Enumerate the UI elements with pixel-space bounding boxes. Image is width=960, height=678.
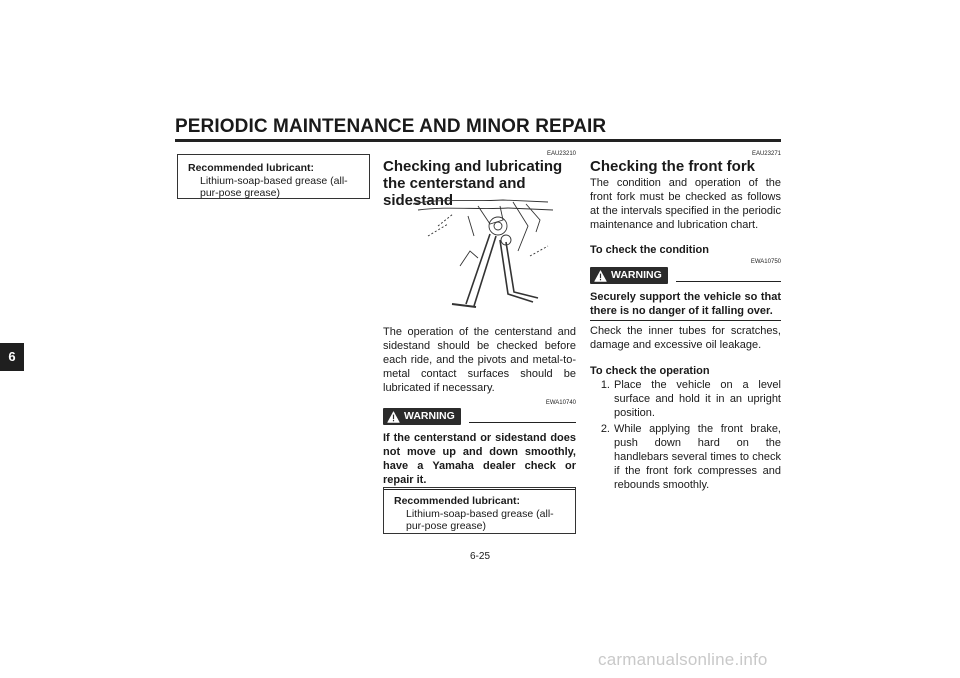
warning-underline (676, 281, 781, 282)
step-item (590, 422, 781, 492)
lubricant-value: Lithium-soap-based grease (all-pur-pose grease) (200, 174, 348, 199)
warning-header (590, 267, 781, 284)
step-text: Place the vehicle on a level surface and hold it in an upright position. (614, 379, 781, 419)
front-fork-section (590, 151, 781, 492)
lubricant-label: Recommended lubricant: (394, 495, 521, 507)
section-code: EAU23210 (546, 151, 576, 157)
lubricant-label: Recommended lubricant: (188, 162, 315, 174)
condition-heading: To check the condition (590, 244, 709, 256)
section-code: EAU23271 (751, 151, 781, 157)
centerstand-paragraph: The operation of the centerstand and sidestand should be checked before each ride, and the pivots and metal-to-metal contact surfaces should be lubricated if necessary. (383, 326, 576, 394)
lubricant-value: Lithium-soap-based grease (all-pur-pose grease) (406, 507, 554, 532)
warning-text: Securely support the vehicle so that there is no danger of it falling over. (590, 291, 781, 317)
page-header-title: PERIODIC MAINTENANCE AND MINOR REPAIR (175, 116, 607, 137)
warning-label: WARNING (611, 269, 662, 281)
warning-text: If the centerstand or sidestand does not move up and down smoothly, have a Yamaha dealer check or repair it. (383, 432, 576, 486)
watermark: carmanualsonline.info (598, 650, 768, 669)
left-lubricant-box (177, 154, 370, 199)
centerstand-illustration (408, 196, 558, 316)
section-title: Checking and lubricating the centerstand and sidestand (383, 158, 563, 209)
warning-badge (383, 408, 461, 425)
step-item (590, 378, 781, 420)
step-number: 2. (600, 423, 610, 435)
front-fork-intro: The condition and operation of the front fork must be checked as follows at the intervals specified in the periodic maintenance and lubrication chart. (590, 177, 781, 231)
section-title: Checking the front fork (590, 158, 756, 175)
warning-code: EWA10750 (750, 259, 781, 265)
warning-underline (469, 422, 576, 423)
middle-lubricant-box (383, 487, 576, 534)
condition-text: Check the inner tubes for scratches, damage and excessive oil leakage. (590, 325, 781, 351)
chapter-tab: 6 (0, 343, 24, 371)
centerstand-body (383, 325, 576, 490)
warning-header (383, 408, 576, 425)
warning-rule (590, 320, 781, 321)
page-number: 6-25 (469, 551, 490, 562)
operation-heading: To check the operation (590, 365, 710, 377)
warning-label: WARNING (404, 410, 455, 422)
header-rule (175, 139, 781, 142)
warning-triangle-icon (594, 270, 607, 282)
warning-badge (590, 267, 668, 284)
step-text: While applying the front brake, push down hard on the handlebars several times to check if the front fork compresses and rebounds smoothly. (614, 423, 781, 491)
warning-code: EWA10740 (545, 400, 576, 406)
warning-triangle-icon (387, 411, 400, 423)
step-number: 1. (600, 379, 610, 391)
